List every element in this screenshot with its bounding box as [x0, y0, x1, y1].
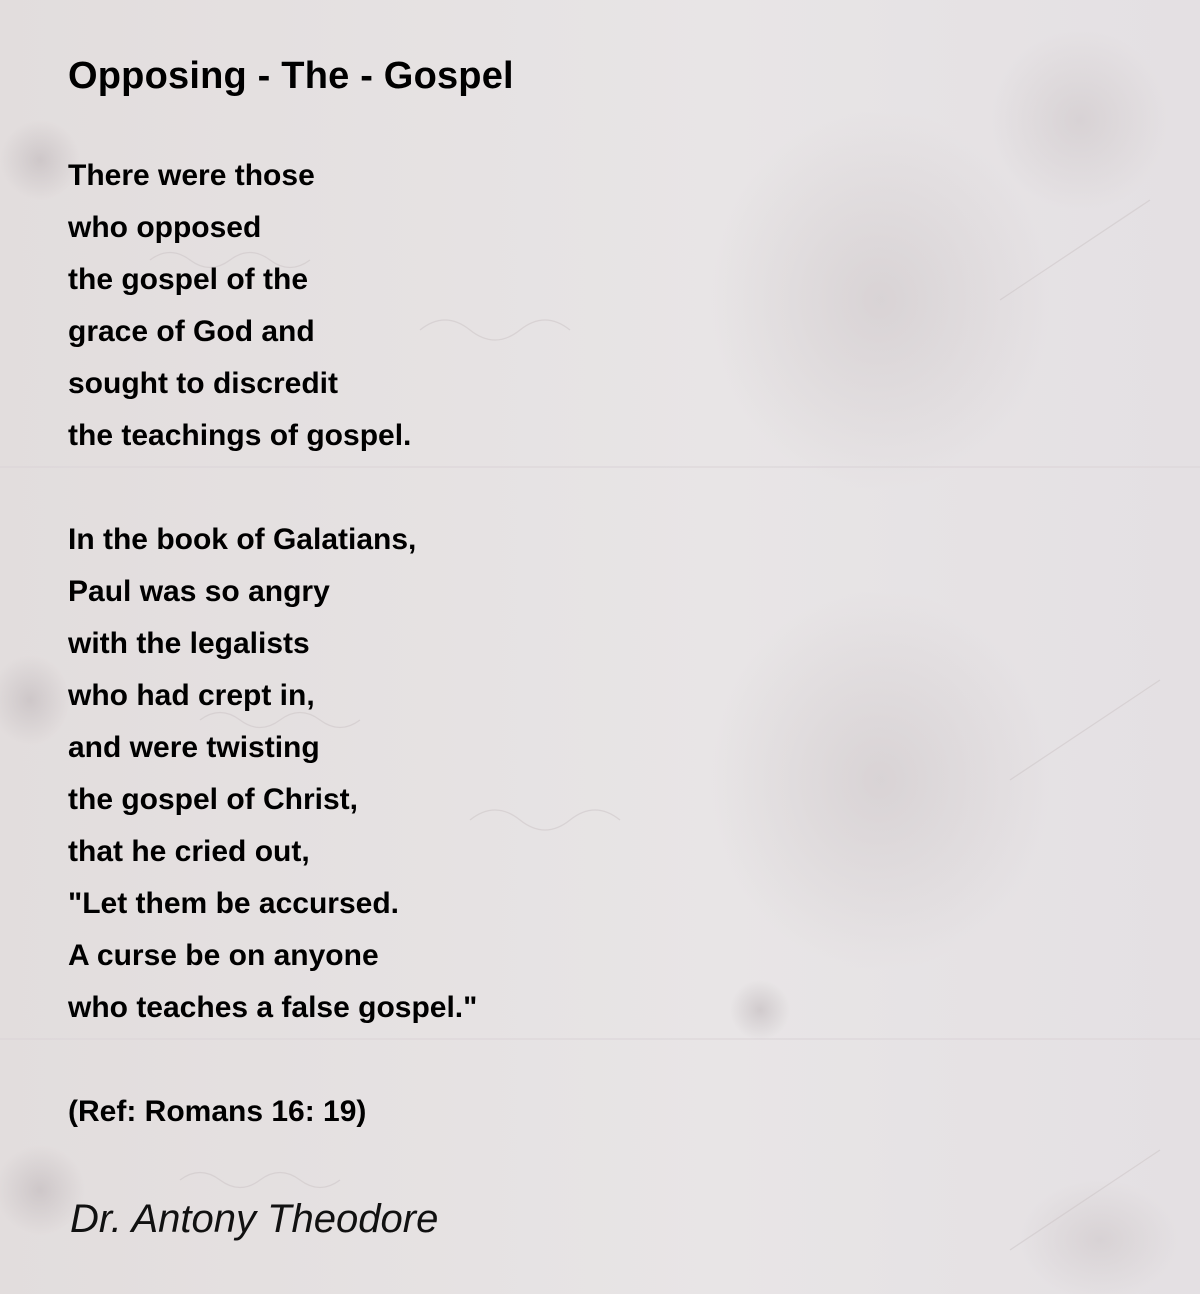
poem-line: There were those: [68, 159, 315, 192]
poem-line: grace of God and: [68, 315, 315, 348]
poem-line: that he cried out,: [68, 835, 310, 868]
poem-reference: (Ref: Romans 16: 19): [68, 1095, 367, 1128]
poem-title: Opposing - The - Gospel: [68, 55, 514, 97]
poem-line: "Let them be accursed.: [68, 887, 399, 920]
poem-line: who had crept in,: [68, 679, 315, 712]
poem-line: with the legalists: [68, 627, 310, 660]
poem-line: who teaches a false gospel.": [68, 991, 478, 1024]
poem-line: Paul was so angry: [68, 575, 330, 608]
poem-line: who opposed: [68, 211, 262, 244]
poem-line: A curse be on anyone: [68, 939, 379, 972]
poem-line: sought to discredit: [68, 367, 338, 400]
poem-line: the gospel of Christ,: [68, 783, 359, 816]
poem-line: In the book of Galatians,: [68, 523, 417, 556]
poem-line: the gospel of the: [68, 263, 308, 296]
stanza-1: [68, 150, 477, 462]
poem-author: Dr. Antony Theodore: [70, 1197, 439, 1241]
poem-line: the teachings of gospel.: [68, 419, 412, 452]
poem-line: and were twisting: [68, 731, 320, 764]
stanza-2: [68, 514, 477, 1034]
poem-body: [68, 150, 477, 1138]
